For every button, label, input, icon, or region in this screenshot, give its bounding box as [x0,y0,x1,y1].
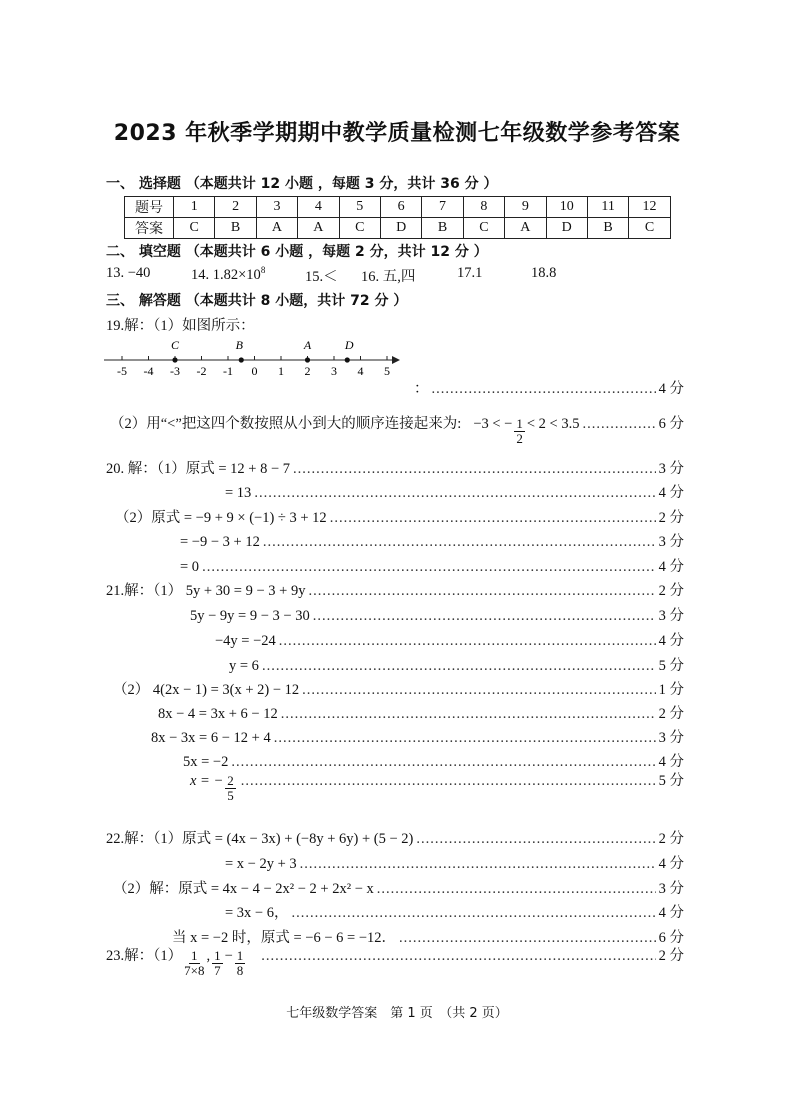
point-label: D [344,338,354,352]
fraction: $\frac{1}{7}$ [214,948,221,978]
table-cell: 2 [215,197,256,218]
q21-last-line [190,769,684,803]
q21-step-line [215,629,684,650]
q21-step-line [113,678,684,699]
equation-text: = 3x − 6， [225,905,289,921]
q19-order-b: < 2 < 3.5 [526,416,580,432]
q23-line [106,944,684,978]
equation-text: = x − 2y + 3 [225,856,297,872]
equation-text: 8x − 4 = 3x + 6 − 12 [158,706,278,722]
tick-label: 4 [357,364,364,378]
minus-sign: − [224,948,233,964]
fraction: $\frac{1}{7\times 8}$ [184,948,205,978]
number-line-point [345,357,350,362]
score: 4 分 [658,381,684,397]
point-label: B [235,338,243,352]
q21-step-line [229,654,684,675]
equation-text: 21.解：（1） 5y + 30 = 9 − 3 + 9y [106,583,306,599]
q19-order-a: −3 < − [473,416,513,432]
table-cell: A [298,218,339,239]
table-header-cell: 题号 [125,197,174,218]
table-cell: 10 [546,197,587,218]
number-line-point [305,357,310,362]
score: 2 分 [658,831,684,847]
score: 3 分 [658,881,684,897]
table-cell: C [339,218,380,239]
q20-step-line [225,481,684,502]
equation-text: 8x − 3x = 6 − 12 + 4 [151,730,271,746]
tick-label: -4 [143,364,154,378]
page-title: 2023 年秋季学期期中教学质量检测七年级数学参考答案 [113,121,681,146]
equation-text: 5x = −2 [183,754,229,770]
table-cell: B [215,218,256,239]
score: 4 分 [658,856,684,872]
equation-text: 20. 解：（1）原式 = 12 + 8 − 7 [106,461,291,477]
table-cell: 1 [174,197,215,218]
number-line-arrow [392,356,400,364]
q20-step-line [115,506,684,527]
point-label: A [303,338,312,352]
q20-step-line [106,457,684,478]
equation-text: （2）原式 = −9 + 9 × (−1) ÷ 3 + 12 [115,510,327,526]
fill-blank-16: 16. 五,四 [361,269,416,285]
table-cell: C [629,218,670,239]
score: 4 分 [658,754,684,770]
section1-heading: 一、 选择题 （本题共计 12 小题 ，每题 3 分，共计 36 分 ） [106,176,498,192]
q21-step-line [151,726,684,747]
score: 3 分 [658,608,684,624]
table-cell: A [505,218,546,239]
q20-step-line [180,530,684,551]
section3-heading: 三、 解答题 （本题共计 8 小题，共计 72 分 ） [106,293,408,309]
score: 5 分 [658,658,684,674]
q21-step-line [183,750,684,771]
tick-label: -1 [223,364,233,378]
q22-step-line [113,877,684,898]
score: 6 分 [658,930,684,946]
tick-label: 1 [278,364,284,378]
number-line-point [172,357,177,362]
equation-text: x = − [190,773,224,789]
score: 6 分 [658,416,684,432]
q22-step-line [106,827,684,848]
equation-text: y = 6 [229,658,259,674]
table-cell: 12 [629,197,670,218]
tick-label: 3 [331,364,337,378]
table-cell: 11 [587,197,628,218]
separator: , [206,948,211,964]
fill-blank-15: 15.＜ [305,269,338,285]
fraction: $\frac{1}{2}$ [516,416,523,446]
equation-text: −4y = −24 [215,633,276,649]
q22-step-line [225,901,684,922]
table-row [125,218,671,239]
table-cell: D [380,218,421,239]
tick-label: 2 [304,364,311,378]
table-header-cell: 答案 [125,218,174,239]
q19-part2-text: （2）用“<”把这四个数按照从小到大的顺序连接起来为: [110,416,462,432]
tick-label: -3 [170,364,180,378]
table-cell: 6 [380,197,421,218]
score: 4 分 [658,485,684,501]
score: 3 分 [658,730,684,746]
tick-label: 5 [384,364,390,378]
table-cell: 3 [256,197,297,218]
q23-prefix: 23.解：（1） [106,948,183,964]
table-cell: 4 [298,197,339,218]
q19-part1-score-line [414,377,684,398]
q19-intro: 19.解：（1）如图所示： [106,318,255,334]
fraction: $\frac{2}{5}$ [227,773,234,803]
q20-step-line [180,555,684,576]
equation-text: = 13 [225,485,252,501]
table-cell: B [587,218,628,239]
score: 4 分 [658,633,684,649]
q22-step-line [225,852,684,873]
q21-step-line [106,579,684,600]
equation-text: 当 x = −2 时，原式 = −6 − 6 = −12． [172,930,396,946]
fraction: $\frac{1}{8}$ [236,948,244,978]
table-cell: D [546,218,587,239]
page-footer: 七年级数学答案 第 1 页 （共 2 页） [286,1006,508,1021]
q19-part2-line [110,412,684,446]
score-prefix: ： [414,381,429,397]
tick-label: -2 [196,364,207,378]
table-cell: 8 [463,197,504,218]
equation-text: = −9 − 3 + 12 [180,534,260,550]
number-line [100,336,410,378]
table-cell: 5 [339,197,380,218]
equation-text: = 0 [180,559,200,575]
table-cell: B [422,218,463,239]
section2-heading: 二、 填空题 （本题共计 6 小题 ，每题 2 分，共计 12 分 ） [106,244,488,260]
score: 2 分 [658,583,684,599]
score: 3 分 [658,534,684,550]
score: 4 分 [658,559,684,575]
fill-blank-17: 17.1 [457,265,483,281]
equation-text: （2） 4(2x − 1) = 3(x + 2) − 12 [113,682,300,698]
table-row [125,197,671,218]
fill-blank-14: 14. $1.82\times 10^8$ [191,265,266,283]
fill-blank-13: 13. −40 [106,265,151,281]
score: 2 分 [658,706,684,722]
score: 3 分 [658,461,684,477]
table-cell: C [463,218,504,239]
equation-text: （2）解：原式 = 4x − 4 − 2x² − 2 + 2x² − x [113,881,374,897]
score: 2 分 [658,948,684,964]
table-cell: 9 [505,197,546,218]
score: 1 分 [658,682,684,698]
fill-blank-18: 18.8 [531,265,557,281]
table-cell: A [256,218,297,239]
score: 2 分 [658,510,684,526]
equation-text: 5y − 9y = 9 − 3 − 30 [190,608,310,624]
number-line-point [239,357,244,362]
equation-text: 22.解：（1）原式 = (4x − 3x) + (−8y + 6y) + (5 − 2) [106,831,414,847]
score: 4 分 [658,905,684,921]
point-label: C [170,338,180,352]
table-cell: 7 [422,197,463,218]
q21-step-line [190,604,684,625]
tick-label: 0 [251,364,258,378]
answer-table [124,196,671,239]
tick-label: -5 [117,364,127,378]
score: 5 分 [658,773,684,789]
q21-step-line [158,702,684,723]
table-cell: C [174,218,215,239]
